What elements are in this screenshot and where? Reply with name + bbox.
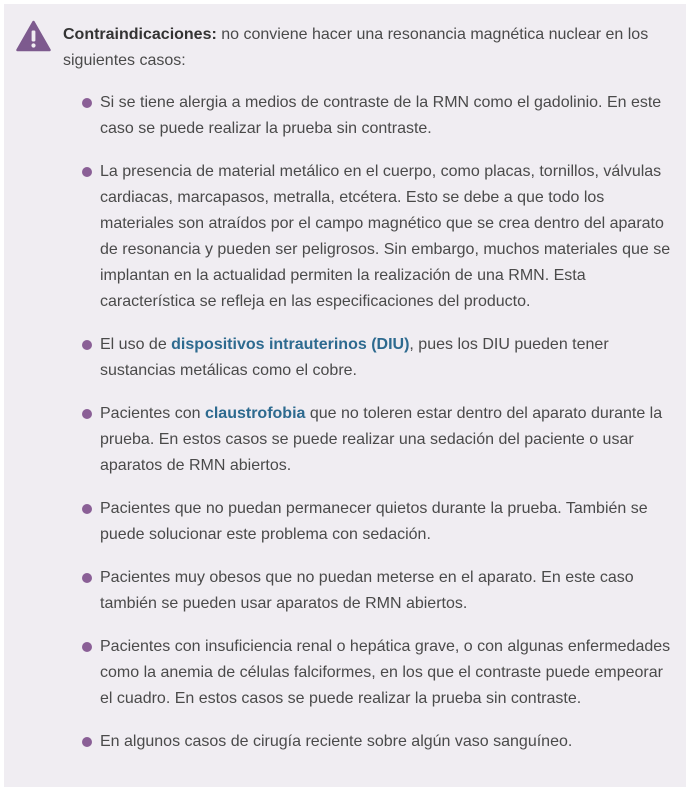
list-item [80, 565, 676, 617]
list-item [80, 90, 676, 142]
bullet-icon [82, 340, 92, 350]
list-item-text: La presencia de material metálico en el cuerpo, como placas, tornillos, válvulas cardiacas, marcapasos, metralla, etcétera. Esto se debe a que todo los materiales son atraídos por el campo magnético que se crea dentro del aparato de resonancia y pueden ser peligrosos. Sin embargo, muchos materiales que se implantan en la actualidad permiten la realización de una RMN. Esta característica se refleja en las especificaciones del producto. [100, 163, 671, 310]
bullet-icon [82, 737, 92, 747]
intro-paragraph [63, 22, 675, 74]
bullet-icon [82, 409, 92, 419]
bullet-icon [82, 167, 92, 177]
list-item [80, 332, 676, 384]
list-item-text: Pacientes que no puedan permanecer quietos durante la prueba. También se puede solucionar este problema con sedación. [100, 500, 648, 543]
contraindications-box [4, 4, 686, 787]
list-item-text: Pacientes muy obesos que no puedan meterse en el aparato. En este caso también se pueden usar aparatos de RMN abiertos. [100, 569, 634, 612]
list-item-text: Pacientes con insuficiencia renal o hepática grave, o con algunas enfermedades como la anemia de células falciformes, en los que el contraste puede empeorar el cuadro. En estos casos se puede realizar la prueba sin contraste. [100, 638, 671, 707]
bullet-icon [82, 98, 92, 108]
list-item-text-after: que no toleren estar dentro del aparato durante la prueba. En estos casos se puede realizar una sedación del paciente o usar aparatos de RMN abiertos. [100, 405, 663, 474]
list-item [80, 729, 676, 755]
list-item [80, 496, 676, 548]
intro-text: no conviene hacer una resonancia magnética nuclear en los siguientes casos: [63, 26, 649, 69]
list-item-text-before: El uso de [100, 336, 172, 353]
list-item [80, 159, 676, 315]
list-item-text-after: , pues los DIU pueden tener sustancias metálicas como el cobre. [100, 336, 609, 379]
list-item-text-before: Pacientes con [100, 405, 205, 422]
list-item [80, 401, 676, 479]
contraindications-list [80, 90, 676, 772]
bullet-icon [82, 573, 92, 583]
list-item-text: En algunos casos de cirugía reciente sobre algún vaso sanguíneo. [100, 733, 573, 750]
list-item [80, 634, 676, 712]
warning-triangle-icon [16, 20, 51, 52]
bullet-icon [82, 642, 92, 652]
claustrofobia-link[interactable]: claustrofobia [204, 405, 306, 422]
diu-link[interactable]: dispositivos intrauterinos (DIU) [171, 336, 410, 353]
bullet-icon [82, 504, 92, 514]
list-item-text: Si se tiene alergia a medios de contraste de la RMN como el gadolinio. En este caso se puede realizar la prueba sin contraste. [100, 94, 662, 137]
intro-label: Contraindicaciones: [63, 26, 217, 43]
